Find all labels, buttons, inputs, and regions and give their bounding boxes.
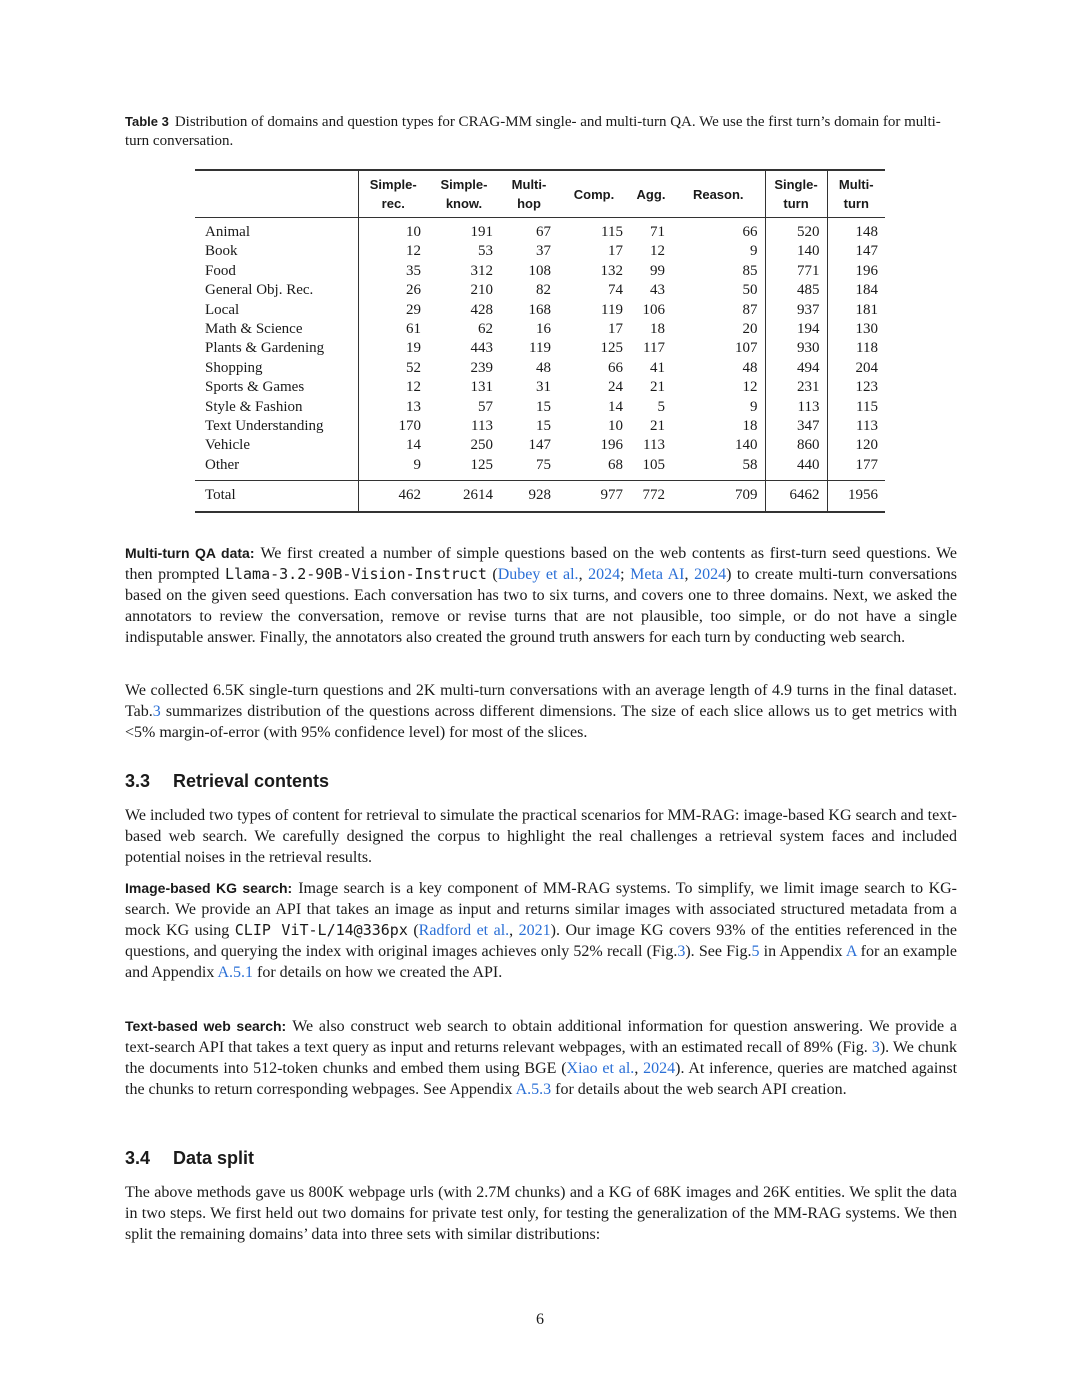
table-cell: 123 (855, 379, 878, 396)
table-cell-domain: Plants & Gardening (195, 339, 358, 358)
figure-ref-link[interactable]: 3 (871, 1039, 880, 1056)
caption-label: Table 3 (125, 114, 169, 129)
table-cell: 520 (765, 218, 827, 243)
table-cell-domain: Vehicle (195, 436, 358, 455)
page-number: 6 (536, 1311, 544, 1328)
table-cell: 977 (558, 481, 630, 513)
table-cell: 937 (765, 301, 827, 320)
table-cell: 113 (856, 418, 878, 435)
table-cell: 181 (855, 301, 878, 318)
table-cell: 860 (765, 436, 827, 455)
table-cell-domain: Style & Fashion (195, 398, 358, 417)
table-cell: 53 (478, 243, 493, 260)
table-cell: 12 (406, 379, 421, 396)
table-cell: 14 (608, 398, 623, 415)
section-heading-3-4: 3.4 Data split (125, 1148, 255, 1168)
table-cell: 9 (672, 398, 765, 417)
table-cell: 62 (478, 321, 493, 338)
table-cell: 68 (608, 456, 623, 473)
table-cell: 57 (478, 398, 493, 415)
table-cell: 204 (855, 359, 878, 376)
table-cell: 50 (672, 281, 765, 300)
code-model-name: Llama-3.2-90B-Vision-Instruct (224, 565, 487, 583)
table-cell: 74 (608, 282, 623, 299)
table-cell: 428 (470, 301, 493, 318)
table-cell-domain: Animal (195, 218, 358, 243)
table-cell: 147 (855, 243, 878, 260)
appendix-ref-link[interactable]: A.5.3 (515, 1081, 552, 1098)
table-row (195, 378, 885, 397)
table-cell: 119 (529, 340, 551, 357)
table-cell: 107 (672, 339, 765, 358)
table-cell: 113 (471, 418, 493, 435)
header-comp: Comp. (558, 170, 630, 218)
table-cell: 85 (672, 262, 765, 281)
table-cell: 19 (406, 340, 421, 357)
table-cell: 108 (528, 262, 551, 279)
table-cell: 75 (536, 456, 551, 473)
table-cell: 21 (650, 418, 665, 435)
table-cell: 13 (406, 398, 421, 415)
table-cell: 147 (528, 437, 551, 454)
table-cell: 131 (470, 379, 493, 396)
table-cell: 148 (855, 224, 878, 240)
table-cell: 66 (672, 218, 765, 243)
table-cell: 485 (765, 281, 827, 300)
table-cell: 106 (642, 301, 665, 318)
table-cell: 312 (470, 262, 493, 279)
header-domain (195, 170, 358, 218)
table-cell: 9 (672, 242, 765, 261)
paragraph-data-split: The above methods gave us 800K webpage urls (with 2.7M chunks) and a KG of 68K images and 26K entities. We split the data in two steps. We first held out two domains for private test only, for testing the generalization of the MM-RAG systems. We then split the remaining domains’ data into three sets with similar distributions: (125, 1184, 957, 1243)
table-cell: 494 (765, 359, 827, 378)
table-cell: 239 (470, 359, 493, 376)
table-cell: 347 (765, 417, 827, 436)
table-cell: 105 (642, 456, 665, 473)
table-cell-domain: Local (195, 301, 358, 320)
table-cell: 10 (406, 224, 421, 240)
figure-ref-link[interactable]: 5 (751, 943, 760, 960)
table-cell: 26 (406, 282, 421, 299)
table-cell-domain: Other (195, 456, 358, 481)
table-cell: 184 (855, 282, 878, 299)
citation-link[interactable]: Dubey et al. (497, 566, 579, 583)
paragraph-dataset-summary: We collected 6.5K single-turn questions and 2K multi-turn conversations with an average length of 4.9 turns in the final dataset. Tab.3 summarizes distribution of the questions across different dimensions. The size of each slice allows us to get metrics with <5% margin-of-error (with 95% confidence level) for most of the slices. (125, 682, 957, 741)
table-cell: 15 (536, 398, 551, 415)
table-cell: 16 (536, 321, 551, 338)
table-cell: 125 (600, 340, 623, 357)
table-cell: 61 (406, 321, 421, 338)
header-simple-know: Simple- know. (428, 170, 500, 218)
table-cell: 709 (672, 481, 765, 513)
citation-link[interactable]: Radford et al. (418, 922, 510, 939)
table-cell: 196 (855, 262, 878, 279)
table-cell: 140 (765, 242, 827, 261)
table-cell: 31 (536, 379, 551, 396)
table-cell: 99 (650, 262, 665, 279)
table-row (195, 218, 885, 243)
paragraph-lead: Multi-turn QA data: (125, 545, 255, 561)
table-cell: 1956 (827, 481, 885, 513)
table-cell: 82 (536, 282, 551, 299)
table-cell: 18 (672, 417, 765, 436)
table-cell: 29 (406, 301, 421, 318)
distribution-table (195, 169, 885, 513)
table-cell: 67 (536, 224, 551, 240)
table-row (195, 417, 885, 436)
table-cell-domain: Shopping (195, 359, 358, 378)
header-multi-hop: Multi- hop (500, 170, 558, 218)
table-cell: 930 (765, 339, 827, 358)
table-cell: 43 (650, 282, 665, 299)
table-cell: 191 (470, 224, 493, 240)
table-cell: 772 (630, 481, 672, 513)
table-cell-domain: General Obj. Rec. (195, 281, 358, 300)
table-cell: 118 (856, 340, 878, 357)
appendix-ref-link[interactable]: A.5.1 (217, 964, 253, 981)
table-cell: 2614 (428, 481, 500, 513)
section-heading-3-3: 3.3 Retrieval contents (125, 771, 330, 791)
paragraph-text-web-search: Text-based web search: We also construct web search to obtain additional information for question answering. We provide a text-search API that takes a text query as input and returns relevant webpages, with an estimated recall of 89% (Fig. 3). We chunk the documents into 512-token chunks and embed them using BGE (Xiao et al., 2024). At inference, queries are matched against the chunks to return corresponding webpages. See Appendix A.5.3 for details about the web search API creation. (125, 1018, 958, 1098)
table-cell: 14 (406, 437, 421, 454)
table-cell: 443 (470, 340, 493, 357)
table-cell: 12 (650, 243, 665, 260)
paragraph-retrieval-intro: We included two types of content for retrieval to simulate the practical scenarios for MM-RAG: image-based KG search and text-based web search. We carefully designed the corpus to highlight the real challenges a retrieval system faces and included potential noises in the retrieval results. (125, 807, 957, 866)
header-agg: Agg. (630, 170, 672, 218)
table-cell-domain: Sports & Games (195, 378, 358, 397)
table-cell: Total (195, 481, 358, 513)
citation-link[interactable]: Xiao et al. (566, 1060, 635, 1077)
table-row (195, 436, 885, 455)
table-cell: 196 (600, 437, 623, 454)
table-cell: 5 (657, 398, 665, 415)
paragraph-image-kg-search: Image-based KG search: Image search is a key component of MM-RAG systems. To simplify, we limit image search to KG-search. We provide an API that takes an image as input and returns similar images with associated structured metadata from a mock KG using CLIP ViT-L/14@336px (Radford et al., 2021). Our image KG covers 93% of the entities referenced in the questions, and querying the index with original images achieves only 52% recall (Fig.3). See Fig.5 in Appendix A for an example and Appendix A.5.1 for details on how we created the API. (125, 880, 958, 981)
table-ref-link[interactable]: 3 (152, 703, 161, 720)
table-cell: 87 (672, 301, 765, 320)
table-row (195, 339, 885, 358)
table-cell: 194 (765, 320, 827, 339)
citation-link[interactable]: 2021 (518, 922, 551, 939)
table-cell: 140 (672, 436, 765, 455)
table-caption (125, 112, 957, 151)
citation-link[interactable]: Meta AI (630, 566, 685, 583)
paragraph-lead: Text-based web search: (125, 1018, 287, 1034)
table-cell: 117 (643, 340, 665, 357)
table-cell: 17 (608, 243, 623, 260)
table-row (195, 398, 885, 417)
table-cell: 210 (470, 282, 493, 299)
table-cell: 6462 (765, 481, 827, 513)
table-cell: 20 (672, 320, 765, 339)
table-cell: 21 (650, 379, 665, 396)
table-total-row (195, 481, 885, 513)
table-row (195, 320, 885, 339)
table-cell: 35 (406, 262, 421, 279)
table-cell: 177 (855, 456, 878, 473)
table-cell-domain: Math & Science (195, 320, 358, 339)
citation-link[interactable]: 2024 (694, 566, 727, 583)
table-cell: 928 (500, 481, 558, 513)
table-cell: 17 (608, 321, 623, 338)
table-cell: 120 (855, 437, 878, 454)
table-cell: 115 (856, 398, 878, 415)
appendix-ref-link[interactable]: A (845, 943, 857, 960)
table-cell: 132 (600, 262, 623, 279)
table-cell: 52 (406, 359, 421, 376)
table-cell: 48 (672, 359, 765, 378)
table-cell: 250 (470, 437, 493, 454)
header-reason: Reason. (672, 170, 765, 218)
table-cell: 41 (650, 359, 665, 376)
table-row (195, 456, 885, 481)
table-cell: 48 (536, 359, 551, 376)
code-model-name: CLIP ViT-L/14@336px (234, 921, 408, 939)
header-single-turn: Single- turn (765, 170, 827, 218)
table-row (195, 301, 885, 320)
table-cell: 771 (765, 262, 827, 281)
table-row (195, 262, 885, 281)
table-cell: 18 (650, 321, 665, 338)
figure-ref-link[interactable]: 3 (677, 943, 686, 960)
table-row (195, 359, 885, 378)
table-cell: 66 (608, 359, 623, 376)
table-cell: 12 (672, 378, 765, 397)
table-header-row (195, 170, 885, 218)
table-cell: 462 (358, 481, 428, 513)
table-cell: 130 (855, 321, 878, 338)
table-row (195, 281, 885, 300)
table-body (195, 218, 885, 481)
table-cell: 58 (672, 456, 765, 481)
table-cell: 170 (398, 418, 421, 435)
table-cell: 125 (470, 456, 493, 473)
citation-link[interactable]: 2024 (643, 1060, 676, 1077)
table-cell: 168 (528, 301, 551, 318)
table-row (195, 242, 885, 261)
table-cell: 10 (608, 418, 623, 435)
header-multi-turn: Multi- turn (827, 170, 885, 218)
table-cell: 115 (601, 224, 623, 240)
paragraph-multi-turn-qa: Multi-turn QA data: We first created a number of simple questions based on the web contents as first-turn seed questions. We then prompted Llama-3.2-90B-Vision-Instruct (Dubey et al., 2024; Meta AI, 2024) to create multi-turn conversations based on the given seed questions. Each conversation has two to six turns, and covers one to three domains. Next, we asked the annotators to review the conversation, remove or revise turns that are not plausible, too simple, or do not have a single indisputable answer. Finally, the annotators also created the ground truth answers for each turn by conducting web search. (125, 545, 958, 646)
table-cell: 440 (765, 456, 827, 481)
table-cell: 12 (406, 243, 421, 260)
table-cell: 113 (643, 437, 665, 454)
table-cell: 231 (765, 378, 827, 397)
table-cell: 15 (536, 418, 551, 435)
citation-link[interactable]: 2024 (588, 566, 621, 583)
table-cell: 71 (650, 224, 665, 240)
table-cell-domain: Food (195, 262, 358, 281)
header-simple-rec: Simple- rec. (358, 170, 428, 218)
caption-text: Distribution of domains and question types for CRAG-MM single- and multi-turn QA. We use the first turn’s domain for multi-turn conversation. (125, 114, 941, 149)
table-cell: 113 (765, 398, 827, 417)
paragraph-lead: Image-based KG search: (125, 880, 293, 896)
table-cell-domain: Text Understanding (195, 417, 358, 436)
table-cell: 37 (536, 243, 551, 260)
table-cell-domain: Book (195, 242, 358, 261)
table-cell: 119 (601, 301, 623, 318)
table-cell: 9 (413, 456, 421, 473)
table-cell: 24 (608, 379, 623, 396)
